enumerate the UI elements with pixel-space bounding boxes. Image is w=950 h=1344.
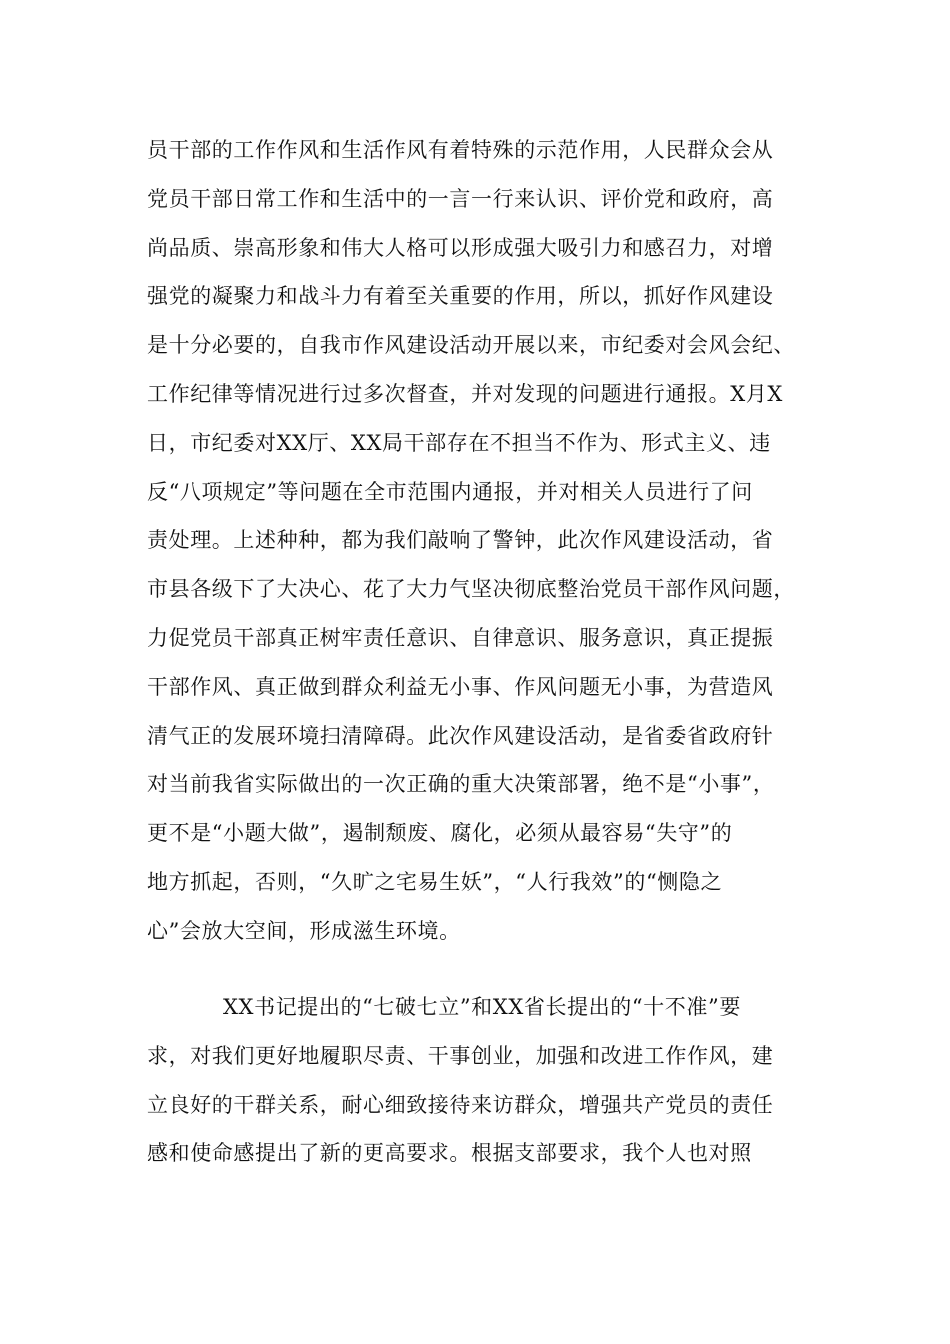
paragraph-line: 地方抓起，否则，“久旷之宅易生妖”，“人行我效”的“恻隐之 <box>147 869 723 894</box>
paragraph-line: 责处理。上述种种，都为我们敲响了警钟，此次作风建设活动，省 <box>147 528 774 553</box>
paragraph-line: 心”会放大空间，形成滋生环境。 <box>147 918 461 943</box>
paragraph-line: 党员干部日常工作和生活中的一言一行来认识、评价党和政府，高 <box>147 186 774 211</box>
paragraph-line: 感和使命感提出了新的更高要求。根据支部要求，我个人也对照 <box>147 1141 752 1166</box>
paragraph-line: 市县各级下了大决心、花了大力气坚决彻底整治党员干部作风问题， <box>147 577 795 602</box>
paragraph-line: 员干部的工作作风和生活作风有着特殊的示范作用，人民群众会从 <box>147 138 774 162</box>
paragraph-line: 强党的凝聚力和战斗力有着至关重要的作用，所以，抓好作风建设 <box>147 284 774 309</box>
paragraph-1 <box>147 126 807 956</box>
paragraph-line: XX书记提出的“七破七立”和XX省长提出的“十不准”要 <box>223 995 741 1019</box>
paragraph-line: 干部作风、真正做到群众利益无小事、作风问题无小事，为营造风 <box>147 674 774 699</box>
paragraph-line: 反“八项规定”等问题在全市范围内通报，并对相关人员进行了问 <box>147 479 753 504</box>
paragraph-2 <box>147 983 807 1178</box>
paragraph-line: 尚品质、崇高形象和伟大人格可以形成强大吸引力和感召力，对增 <box>147 235 774 260</box>
paragraph-line: 力促党员干部真正树牢责任意识、自律意识、服务意识，真正提振 <box>147 625 774 650</box>
paragraph-line: 是十分必要的，自我市作风建设活动开展以来，市纪委对会风会纪、 <box>147 333 795 358</box>
paragraph-line: 求，对我们更好地履职尽责、干事创业，加强和改进工作作风，建 <box>147 1043 774 1068</box>
paragraph-line: 日，市纪委对XX厅、XX局干部存在不担当不作为、形式主义、违 <box>147 430 771 455</box>
paragraph-line: 更不是“小题大做”，遏制颓废、腐化，必须从最容易“失守”的 <box>147 821 733 846</box>
paragraph-line: 对当前我省实际做出的一次正确的重大决策部署，绝不是“小事”， <box>147 772 775 797</box>
paragraph-line: 工作纪律等情况进行过多次督查，并对发现的问题进行通报。X月X <box>147 381 783 406</box>
paragraph-line: 清气正的发展环境扫清障碍。此次作风建设活动，是省委省政府针 <box>147 723 774 748</box>
paragraph-line: 立良好的干群关系，耐心细致接待来访群众，增强共产党员的责任 <box>147 1092 774 1117</box>
